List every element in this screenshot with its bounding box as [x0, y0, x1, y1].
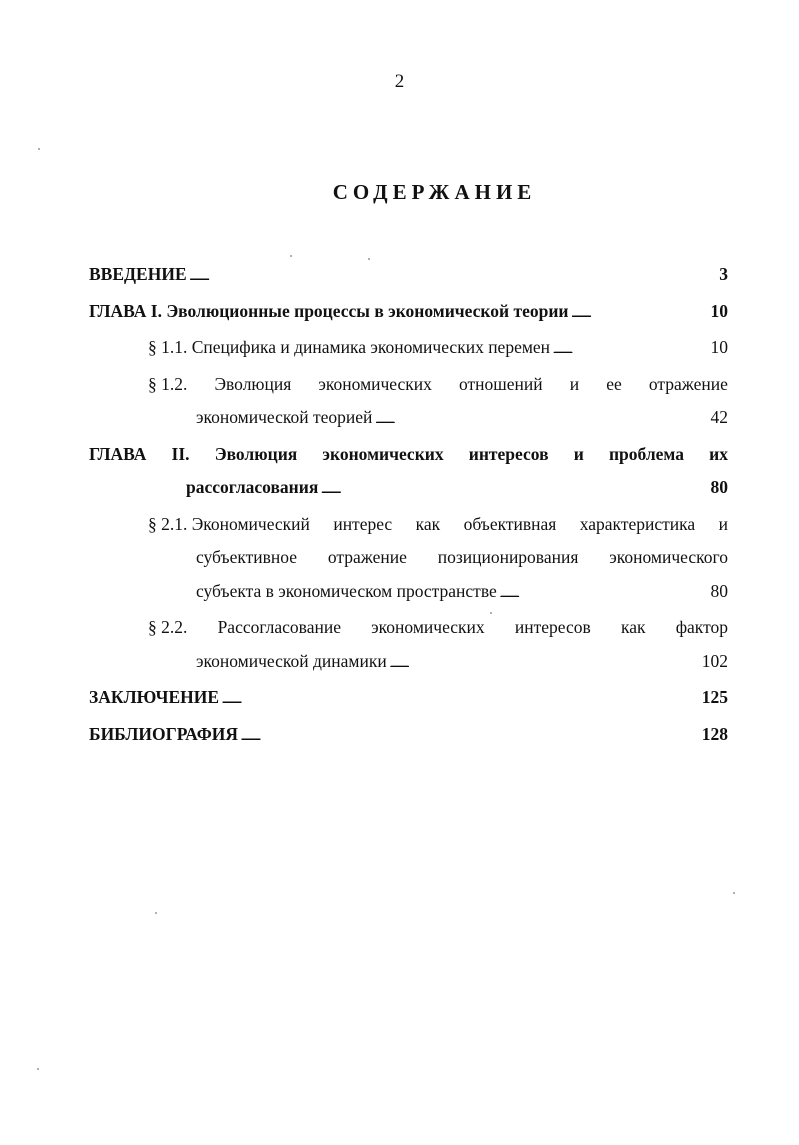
dot-leader [390, 645, 699, 682]
toc-entry-label: ЗАКЛЮЧЕНИЕ [89, 687, 220, 707]
word: субъективное [196, 547, 297, 567]
toc-entry-page: 80 [710, 580, 728, 601]
table-of-contents [89, 258, 728, 754]
dot-leader [553, 331, 707, 368]
word: отражение [327, 547, 407, 567]
word: Рассогласование [217, 617, 341, 637]
word: экономических [322, 443, 444, 464]
word: § 2.1. Экономический [148, 513, 310, 534]
word: как [415, 513, 441, 534]
word: и [569, 373, 580, 394]
toc-entry-page: 10 [710, 337, 728, 357]
word: экономического [609, 547, 728, 567]
toc-title: СОДЕРЖАНИЕ [332, 180, 537, 204]
toc-entry-label-line [89, 611, 728, 645]
dot-leader [222, 681, 699, 718]
toc-entry-label-continuation: субъекта в экономическом пространстве [196, 580, 497, 601]
toc-entry-label-continuation: рассогласования [186, 477, 319, 497]
scan-speck [38, 148, 40, 150]
toc-entry-page: 10 [710, 300, 728, 321]
toc-entry-bibliography[interactable] [89, 718, 728, 755]
word: ГЛАВА [89, 443, 147, 464]
word: и [573, 443, 584, 464]
toc-entry-page: 128 [701, 723, 728, 744]
toc-entry-section-2-1[interactable] [89, 508, 728, 612]
word: отражение [648, 373, 728, 394]
toc-entry-label-line [89, 508, 728, 542]
dot-leader [190, 258, 717, 295]
toc-entry-label: § 1.1. Специфика и динамика экономических перемен [148, 337, 551, 357]
word: § 1.2. [148, 373, 188, 394]
toc-entry-label-continuation: экономической теорией [196, 407, 373, 427]
toc-entry-page: 102 [701, 650, 728, 671]
word: § 2.2. [148, 617, 188, 637]
toc-entry-chapter-1[interactable] [89, 295, 728, 332]
toc-entry-label: БИБЛИОГРАФИЯ [89, 723, 238, 744]
toc-entry-section-1-2[interactable] [89, 368, 728, 438]
dot-leader [375, 401, 707, 438]
word: позиционирования [437, 547, 579, 567]
toc-entry-chapter-2[interactable] [89, 438, 728, 508]
scan-speck [490, 612, 492, 614]
scan-speck [155, 912, 157, 914]
toc-entry-section-2-2[interactable] [89, 611, 728, 681]
toc-entry-label: ГЛАВА I. Эволюционные процессы в экономической теории [89, 300, 569, 321]
scan-speck [733, 892, 735, 894]
word: Эволюция [214, 443, 298, 464]
word: интересов [468, 443, 549, 464]
word: их [709, 443, 728, 464]
word: и [718, 513, 728, 534]
word: II. [171, 443, 190, 464]
word: фактор [675, 617, 728, 637]
word: ее [606, 373, 622, 394]
toc-entry-label-continuation: экономической динамики [196, 650, 387, 671]
toc-entry-label-line [89, 438, 728, 472]
toc-entry-page: 80 [710, 477, 728, 497]
scan-speck [37, 1068, 39, 1070]
toc-entry-label: ВВЕДЕНИЕ [89, 264, 187, 284]
toc-entry-introduction[interactable] [89, 258, 728, 295]
toc-entry-label-line [89, 541, 728, 575]
word: проблема [608, 443, 684, 464]
dot-leader [321, 471, 707, 508]
scan-speck [290, 255, 292, 257]
word: интерес [333, 513, 393, 534]
word: отношений [459, 373, 543, 394]
toc-entry-section-1-1[interactable] [89, 331, 728, 368]
word: интересов [514, 617, 591, 637]
word: характеристика [579, 513, 696, 534]
toc-entry-page: 3 [719, 264, 728, 284]
word: как [620, 617, 646, 637]
dot-leader [241, 718, 699, 755]
toc-entry-page: 125 [701, 687, 728, 707]
page-number: 2 [394, 71, 405, 92]
dot-leader [572, 295, 708, 332]
word: экономических [371, 617, 485, 637]
toc-entry-label-line [89, 368, 728, 402]
scan-speck [368, 258, 370, 260]
word: Эволюция [214, 373, 292, 394]
word: экономических [318, 373, 432, 394]
dot-leader [500, 575, 708, 612]
toc-entry-conclusion[interactable] [89, 681, 728, 718]
word: объективная [463, 513, 557, 534]
toc-entry-page: 42 [710, 407, 728, 427]
